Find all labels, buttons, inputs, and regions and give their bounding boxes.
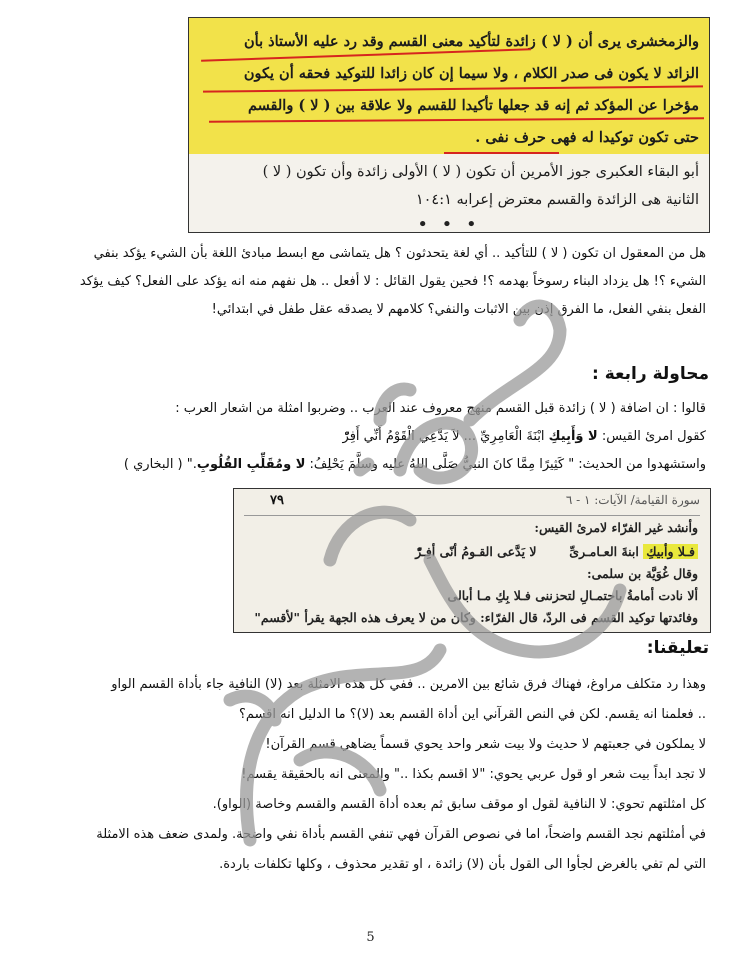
paragraph-1	[38, 240, 706, 324]
paragraph-3-line-2: .. فعلمنا انه يقسم. لكن في النص القرآني اين أداة القسم بعد (لا)؟ ما الدليل انه اقسم؟	[239, 707, 706, 722]
ellipsis-dots: • • •	[417, 214, 481, 233]
imru-prefix: كقول امرئ القيس:	[597, 429, 706, 444]
scan1-line-3: مؤخرا عن المؤكد ثم إنه قد جعلها تأكيدا للقسم ولا علاقة بين ( لا ) والقسم	[247, 97, 699, 114]
heading-fourth-attempt: محاولة رابعة :	[592, 364, 709, 384]
scan2-verse-line	[246, 541, 698, 563]
paragraph-2-line-1: قالوا : ان اضافة ( لا ) زائدة قبل القسم منهج معروف عند العرب .. وضربوا امثلة من اشعار العرب :	[175, 401, 706, 416]
scan1-line-2: الزائد لا يكون فى صدر الكلام ، ولا سيما إن كان زائدا للتوكيد فحقه أن يكون	[243, 65, 699, 82]
paragraph-3-line-5: كل امثلتهم تحوي: لا النافية لقول او موقف سابق ثم بعده أداة القسم والقسم وخاصة (الواو).	[212, 797, 706, 812]
scan2-line-4: وقال غُوَيَّة بن سلمى:	[587, 566, 698, 581]
scan2-line-6: وفائدتها توكيد القسم فى الردّ، قال الفرّاء: وكان من لا يعرف هذه الجهة يقرأ "لأقسم"	[254, 610, 698, 625]
page-number: 5	[366, 930, 375, 945]
scan2-header	[244, 489, 700, 516]
red-underline-4	[444, 152, 559, 154]
paragraph-2-line-3	[38, 451, 706, 479]
scanned-excerpt-zamakhshari	[188, 17, 710, 233]
scan2-line-1: وأنشد غير الفرّاء لامرئ القيس:	[534, 520, 698, 535]
paragraph-3-line-1: وهذا رد متكلف مراوغ، فهناك فرق شائع بين الامرين .. ففي كل هذه الامثلة بعد (لا) النافية جاء بأداة القسم الواو	[111, 677, 706, 692]
scan2-verse-second: لا يَدَّعى القـومُ أنّى أفِـرّْ	[415, 544, 537, 559]
paragraph-3-line-4: لا تجد ابداً بيت شعر او قول عربي يحوي: "لا اقسم بكذا .." والمعنى انه بالحقيقة يقسم!	[241, 767, 706, 782]
paragraph-2-line-2	[38, 423, 706, 451]
paragraph-1-line-3: الفعل بنفي الفعل، ما الفرق إذن بين الاثبات والنفي؟ كلامهم لا يصدقه عقل طفل في ابتدائي!	[211, 302, 706, 317]
paragraph-3-line-3: لا يملكون في جعبتهم لا حديث ولا بيت شعر واحد يحوي قسماً يضاهي قسم القرآن!	[265, 737, 706, 752]
hadith-rest: ." ( البخاري )	[123, 457, 197, 472]
imru-oath: لا وَأَبِيكِ	[548, 429, 598, 444]
scan1-line-4: حتى تكون توكيدا له فهى حرف نفى .	[475, 129, 699, 146]
scan1-line-1: والزمخشرى يرى أن ( لا ) زائدة لتأكيد معنى القسم وقد رد عليه الأستاذ بأن	[244, 33, 699, 50]
paragraph-3-line-6: في أمثلتهم نجد القسم واضحاً، اما في نصوص القرآن فهي تنفي القسم بأداة نفي واضحة. ولمدى ضعف هذه الامثلة	[96, 827, 706, 842]
imru-rest: ابْنَةَ الْعَامِرِيِّ ... لاَ يَدَّعِي الْقَوْمُ أَنِّي أَفِرّْ	[342, 429, 549, 444]
scan2-verse-first: ابنةَ العـامـرىِّ	[569, 544, 639, 559]
paragraph-3	[38, 670, 706, 880]
scanned-excerpt-farra	[233, 488, 711, 633]
hadith-oath: لا ومُقَلِّبِ القُلُوبِ	[196, 457, 306, 472]
paragraph-1-line-1: هل من المعقول ان تكون ( لا ) للتأكيد .. أي لغة يتحدثون ؟ هل يتماشى مع ابسط مبادئ اللغة بأن الشيء يؤكد بنفي	[93, 246, 706, 261]
scan1-line-5: أبو البقاء العكبرى جوز الأمرين أن تكون ( لا ) الأولى زائدة وأن تكون ( لا )	[262, 164, 699, 180]
scan2-highlight-oath: فـلا وأبيكِ	[643, 544, 698, 559]
paragraph-1-line-2: الشيء ؟! هل يزداد البناء رسوخاً بهدمه ؟! فحين يقول القائل : لا أفعل .. هل نفهم منه انه يؤكد على الفعل؟ كيف يؤكد	[79, 274, 706, 289]
scan2-page-number: ٧٩	[270, 493, 284, 508]
paragraph-3-line-7: التي لم تفي بالغرض لجأوا الى القول بأن (لا) زائدة ، او تقدير محذوف ، وكلها تكلفات باردة.	[219, 857, 706, 872]
hadith-prefix: واستشهدوا من الحديث: " كَثِيرًا مِمَّا كانَ النبيُّ صَلَّى اللهُ عليه وسلَّمَ يَحْلِفُ:	[305, 457, 706, 472]
paragraph-2	[38, 395, 706, 479]
heading-our-comments: تعليقنا:	[646, 638, 709, 658]
scan2-line-5: ألا نادت أمامةُ باحتمـالِ لتحزننى فـلا بِكِ مـا أبالى	[447, 588, 698, 603]
scan1-line-6: الثانية هى الزائدة والقسم معترض إعرابه ١٠٤:١	[415, 192, 699, 208]
scan2-header-title: سورة القيامة/ الآيات: ١ - ٦	[565, 493, 700, 507]
